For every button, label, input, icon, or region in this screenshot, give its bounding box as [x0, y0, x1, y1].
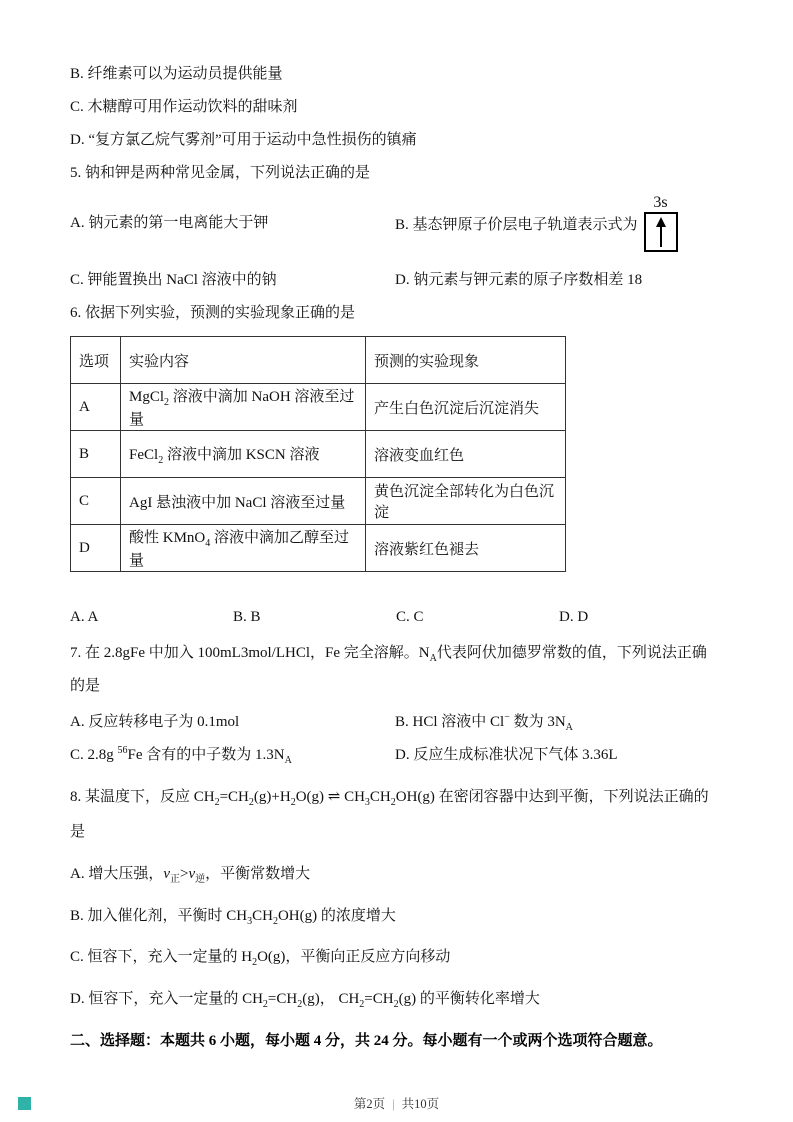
q6-row-d-content: 酸性 KMnO$_4$ 溶液中滴加乙醇至过量 [121, 525, 366, 572]
q8-option-a: A. 增大压强，$v_正>v_逆$，平衡常数增大 [70, 866, 311, 885]
q5-stem: 5. 钠和钾是两种常见金属，下列说法正确的是 [70, 165, 371, 181]
orbital-box [644, 212, 678, 252]
table-row [71, 525, 566, 572]
q6-answer-b: B. B [233, 609, 261, 625]
q5-option-a: A. 钠元素的第一电离能大于钾 [70, 214, 269, 231]
table-row [71, 431, 566, 478]
q6-answer-c: C. C [396, 609, 424, 625]
q7-option-d: D. 反应生成标准状况下气体 3.36L [395, 747, 618, 763]
section-2-header: 二、选择题：本题共 6 小题，每小题 4 分，共 24 分。每小题有一个或两个选项符合题意。 [70, 1033, 663, 1049]
page-footer [0, 1094, 793, 1112]
q6-table [70, 336, 566, 572]
q7-stem: 7. 在 2.8gFe 中加入 100mL3mol/LHCl，Fe 完全溶解。$N_A$代表阿伏加德罗常数的值，下列说法正确的是 [70, 645, 707, 694]
q6-header-content: 实验内容 [121, 337, 366, 384]
q5-option-d: D. 钠元素与钾元素的原子序数相差 18 [395, 272, 643, 288]
footer-separator: | [392, 1097, 395, 1111]
q6-answers-row [70, 601, 720, 634]
up-arrow-icon [654, 217, 668, 247]
q6-row-a-option: A [71, 384, 121, 431]
q8-option-b: B. 加入催化剂，平衡时 $CH_3CH_2OH(g)$ 的浓度增大 [70, 908, 396, 927]
q8-option-c: C. 恒容下，充入一定量的 $H_2O(g)$，平衡向正反应方向移动 [70, 949, 451, 968]
q6-row-c-option: C [71, 478, 121, 525]
q6-row-a-content: MgCl$_2$ 溶液中滴加 NaOH 溶液至过量 [121, 384, 366, 431]
q6-row-d-phenomenon: 溶液紫红色褪去 [366, 525, 566, 572]
q4-option-c: C. 木糖醇可用作运动饮料的甜味剂 [70, 99, 298, 115]
q6-header-option: 选项 [71, 337, 121, 384]
q6-row-c-phenomenon: 黄色沉淀全部转化为白色沉淀 [366, 478, 566, 525]
q5-option-c: C. 钾能置换出 NaCl 溶液中的钠 [70, 272, 277, 288]
q5-options-row-1 [70, 194, 720, 252]
q7-option-c: C. 2.8g $^{56}$Fe 含有的中子数为 $1.3N_A$ [70, 745, 292, 766]
q6-row-d-option: D [71, 525, 121, 572]
q7-options-row-2 [70, 739, 720, 772]
q4-option-b: B. 纤维素可以为运动员提供能量 [70, 66, 283, 82]
q6-row-c-content: AgI 悬浊液中加 NaCl 溶液至过量 [121, 478, 366, 525]
q7-options-row-1 [70, 706, 720, 739]
q4-option-d: D. “复方氯乙烷气雾剂”可用于运动中急性损伤的镇痛 [70, 132, 417, 148]
q8-option-d: D. 恒容下，充入一定量的 $CH_2=CH_2(g)$， $CH_2=CH_2(g)$ 的平衡转化率增大 [70, 991, 540, 1010]
q6-header-phenomenon: 预测的实验现象 [366, 337, 566, 384]
q5-option-b-text: B. 基态钾原子价层电子轨道表示式为 [395, 216, 638, 233]
footer-page-total: 共10页 [401, 1097, 440, 1111]
q5-options-row-2 [70, 264, 720, 297]
q8-stem: 8. 某温度下，反应 $CH_2=CH_2(g)+H_2O(g)$ ⇌ $CH_3CH_2OH(g)$ 在密闭容器中达到平衡，下列说法正确的是 [70, 789, 709, 840]
q7-option-b: B. HCl 溶液中 Cl− 数为 $3N_A$ [395, 712, 573, 733]
table-row [71, 384, 566, 431]
q6-row-a-phenomenon: 产生白色沉淀后沉淀消失 [366, 384, 566, 431]
orbital-diagram-3s [644, 194, 678, 252]
footer-page-number: 第2页 [353, 1097, 386, 1111]
q6-row-b-content: FeCl$_2$ 溶液中滴加 KSCN 溶液 [121, 431, 366, 478]
table-row [71, 478, 566, 525]
table-header-row [71, 337, 566, 384]
q5-option-b [395, 194, 720, 252]
orbital-label: 3s [653, 194, 668, 211]
q6-answer-a: A. A [70, 609, 99, 625]
corner-mark [18, 1097, 31, 1110]
q6-row-b-phenomenon: 溶液变血红色 [366, 431, 566, 478]
q6-stem: 6. 依据下列实验，预测的实验现象正确的是 [70, 305, 356, 321]
q6-row-b-option: B [71, 431, 121, 478]
q6-answer-d: D. D [559, 609, 589, 625]
q7-option-a: A. 反应转移电子为 0.1mol [70, 714, 240, 730]
